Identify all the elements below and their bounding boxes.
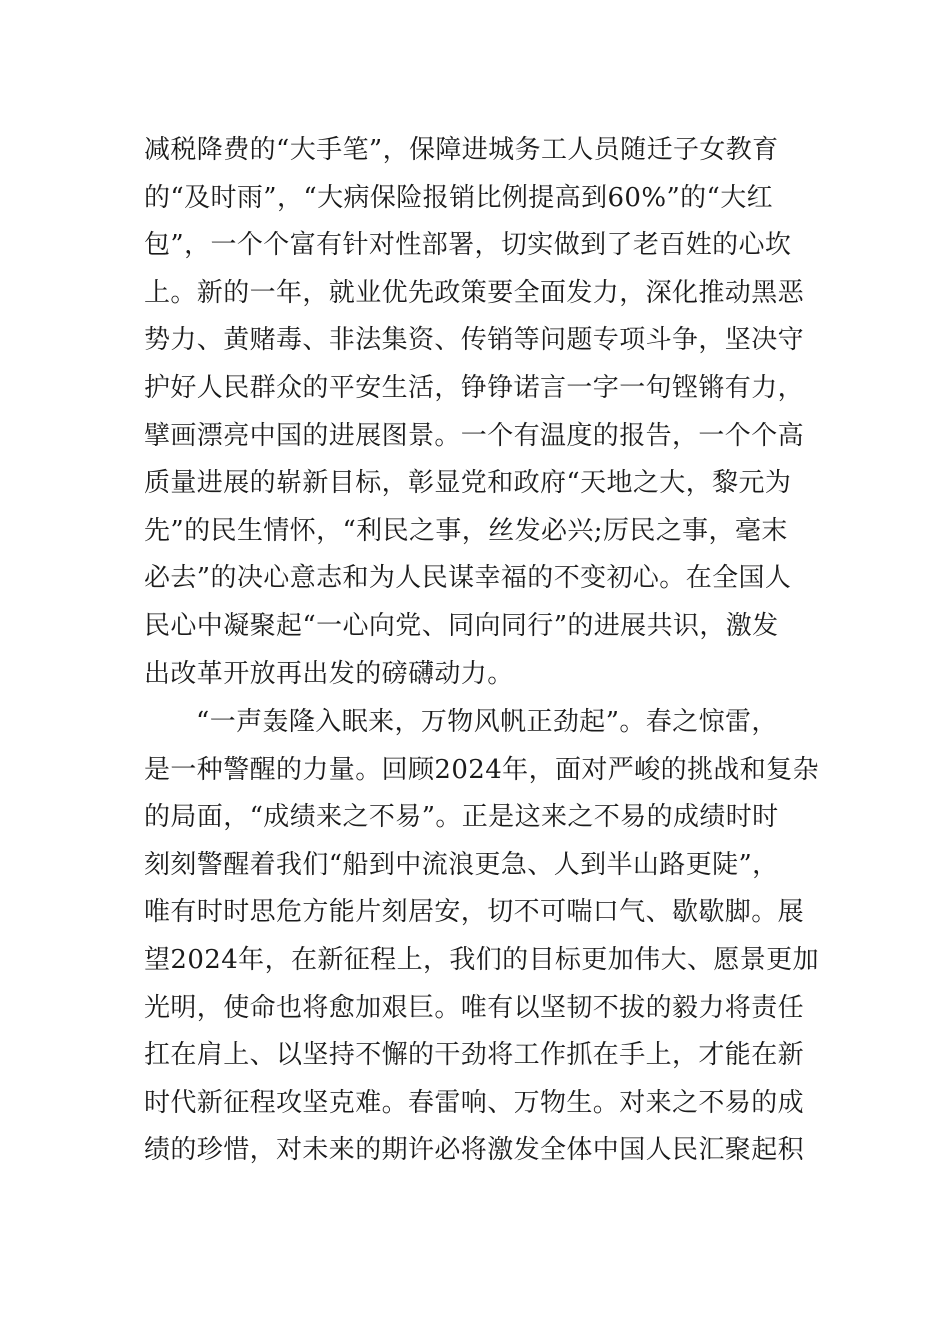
- text-line: 唯有时时思危方能片刻居安，切不可喘口气、歇歇脚。展: [144, 897, 805, 928]
- text-line: 先”的民生情怀，“利民之事，丝发必兴;厉民之事，毫末: [144, 515, 788, 546]
- text-line: 减税降费的“大手笔”，保障进城务工人员随迁子女教育: [144, 135, 779, 165]
- text-line: 出改革开放再出发的磅礴动力。: [144, 658, 514, 689]
- paragraph-1: [144, 127, 808, 698]
- text-line: 光明，使命也将愈加艰巨。唯有以坚韧不拔的毅力将责任: [144, 992, 805, 1023]
- text-line: 必去”的决心意志和为人民谋幸福的不变初心。在全国人: [144, 563, 792, 594]
- text-line: 的局面，“成绩来之不易”。正是这来之不易的成绩时时: [144, 802, 779, 833]
- text-line: 势力、黄赌毒、非法集资、传销等问题专项斗争，坚决守: [144, 325, 805, 356]
- text-line: 包”，一个个富有针对性部署，切实做到了老百姓的心坎: [144, 230, 792, 261]
- text-line: 民心中凝聚起“一心向党、同向同行”的进展共识，激发: [144, 610, 779, 641]
- text-line: 时代新征程攻坚克难。春雷响、万物生。对来之不易的成: [144, 1087, 805, 1118]
- text-line: 的“及时雨”，“大病保险报销比例提高到60%”的“大红: [144, 182, 774, 213]
- text-line: 望2024年，在新征程上，我们的目标更加伟大、愿景更加: [144, 944, 819, 975]
- text-line: 上。新的一年，就业优先政策要全面发力，深化推动黑恶: [144, 277, 805, 308]
- text-line: 绩的珍惜，对未来的期许必将激发全体中国人民汇聚起积: [144, 1135, 805, 1166]
- paragraph-2: [144, 699, 819, 1175]
- text-line: 是一种警醒的力量。回顾2024年，面对严峻的挑战和复杂: [144, 754, 819, 785]
- text-line: 护好人民群众的平安生活，铮铮诺言一字一句铿锵有力，: [144, 372, 805, 403]
- text-line: 刻刻警醒着我们“船到中流浪更急、人到半山路更陡”，: [144, 849, 779, 880]
- text-line: 擘画漂亮中国的进展图景。一个有温度的报告，一个个高: [144, 420, 805, 451]
- text-line: 扛在肩上、以坚持不懈的干劲将工作抓在手上，才能在新: [144, 1040, 805, 1071]
- text-line: 质量进展的崭新目标，彰显党和政府“天地之大，黎元为: [144, 468, 792, 499]
- text-line: “一声轰隆入眠来，万物风帆正劲起”。春之惊雷，: [196, 707, 778, 737]
